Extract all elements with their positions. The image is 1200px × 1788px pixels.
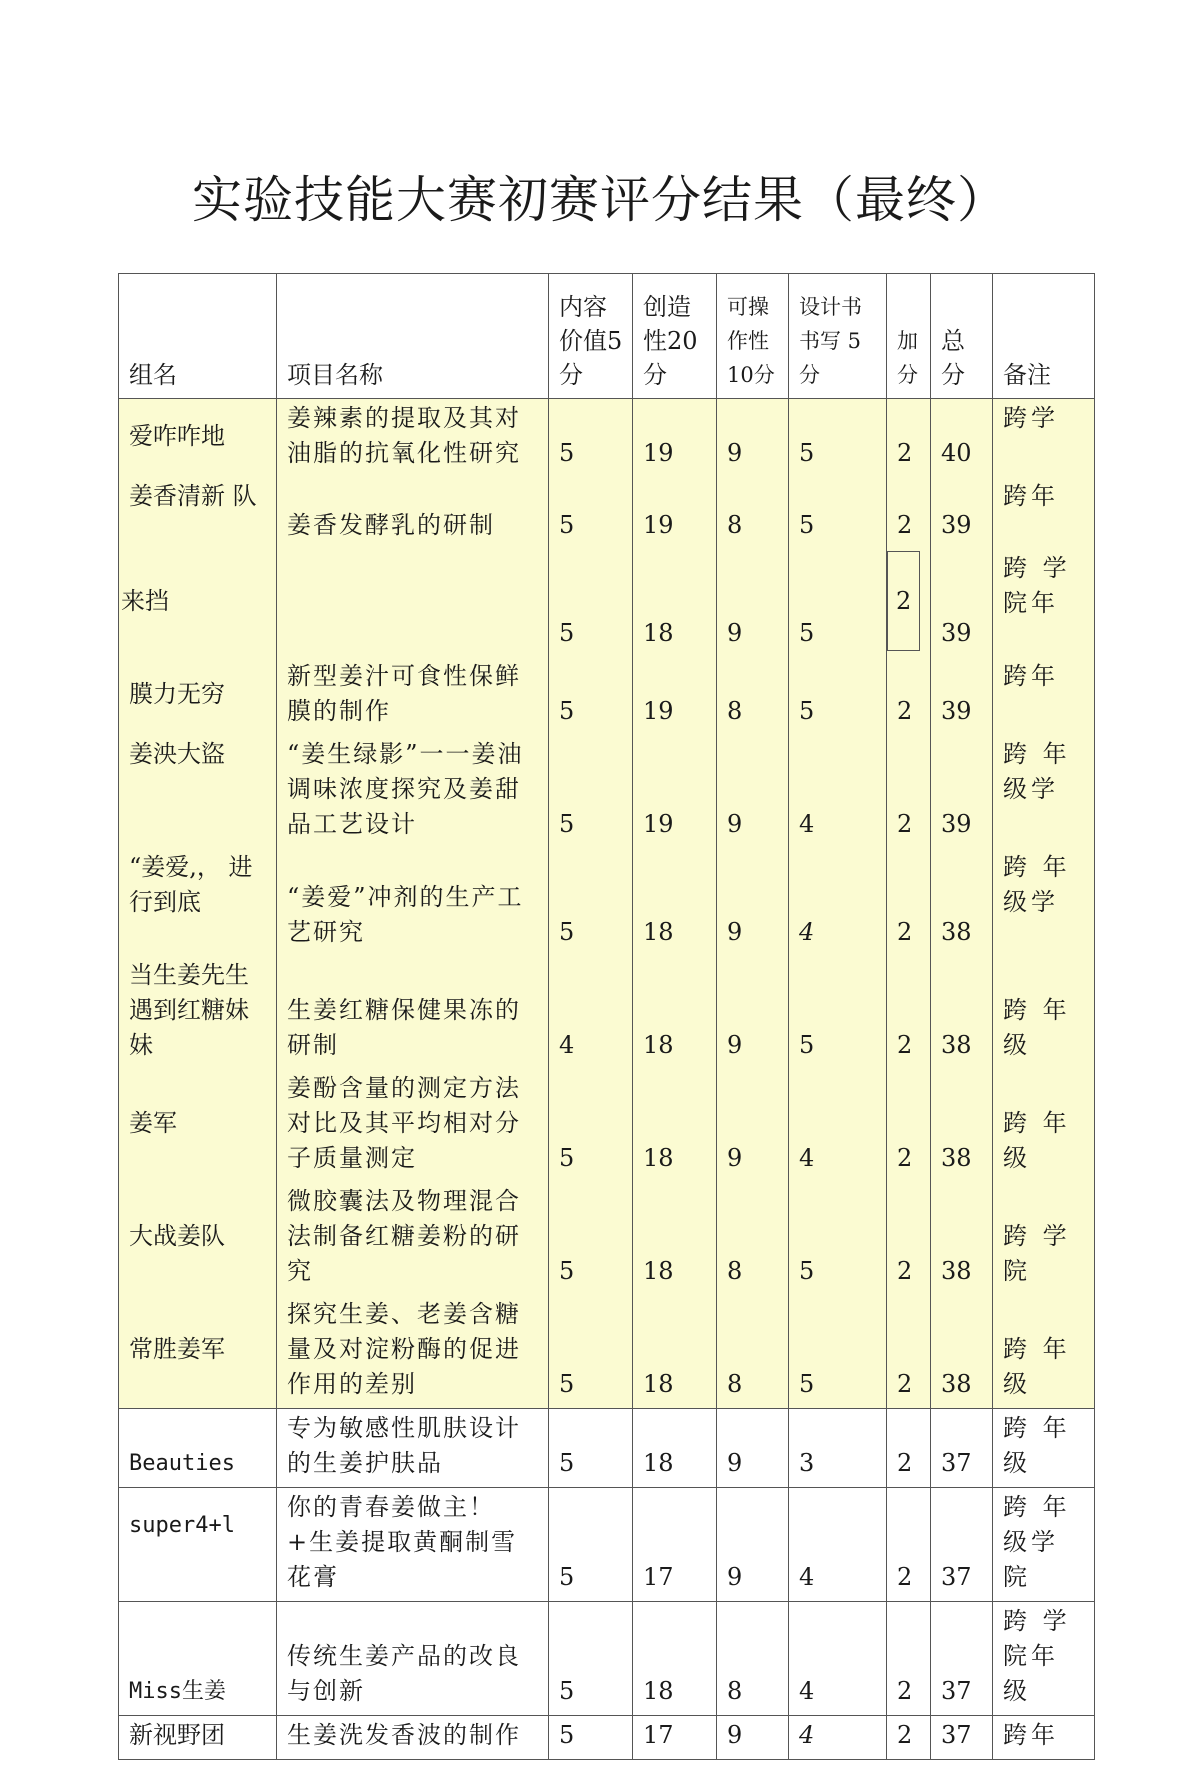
score-total: 37	[931, 1409, 993, 1488]
header-operability: 可操作性10分	[717, 274, 789, 399]
score-bonus: 2	[887, 1182, 931, 1295]
score-content: 5	[549, 1295, 633, 1409]
table-row	[119, 1409, 1095, 1488]
score-creativity: 19	[633, 477, 717, 549]
project-name: 新型姜汁可食性保鲜膜的制作	[277, 657, 549, 735]
score-bonus: 2	[887, 1069, 931, 1182]
header-bonus: 加分	[887, 274, 931, 399]
score-operability: 9	[717, 1409, 789, 1488]
score-operability: 8	[717, 477, 789, 549]
team-name: 膜力无穷	[119, 657, 277, 735]
score-design: 5	[789, 956, 887, 1069]
score-total: 37	[931, 1488, 993, 1602]
score-design: 5	[789, 1182, 887, 1295]
score-bonus: 2	[887, 735, 931, 848]
team-name: 来挡	[119, 549, 277, 657]
score-content: 5	[549, 848, 633, 956]
score-content: 5	[549, 1716, 633, 1760]
score-total: 37	[931, 1716, 993, 1760]
table-row	[119, 848, 1095, 956]
note: 跨 年 级	[993, 1295, 1095, 1409]
score-creativity: 18	[633, 1602, 717, 1716]
score-bonus: 2	[887, 848, 931, 956]
score-bonus: 2	[887, 956, 931, 1069]
note: 跨 学 院年 级	[993, 1602, 1095, 1716]
project-name: 姜香发酵乳的研制	[277, 477, 549, 549]
score-design: 4	[789, 1069, 887, 1182]
note: 跨年	[993, 1716, 1095, 1760]
score-content: 5	[549, 549, 633, 657]
project-name: “姜爱”冲剂的生产工艺研究	[277, 848, 549, 956]
project-name: 微胶囊法及物理混合法制备红糖姜粉的研究	[277, 1182, 549, 1295]
table-row	[119, 1182, 1095, 1295]
score-creativity: 18	[633, 956, 717, 1069]
team-name: Beauties	[119, 1409, 277, 1488]
score-bonus: 2	[887, 1602, 931, 1716]
table-row	[119, 1716, 1095, 1760]
project-name: 姜酚含量的测定方法对比及其平均相对分子质量测定	[277, 1069, 549, 1182]
header-creativity: 创造性20分	[633, 274, 717, 399]
table-row	[119, 1295, 1095, 1409]
score-total: 38	[931, 1182, 993, 1295]
score-bonus: 2	[887, 1295, 931, 1409]
team-name: “姜爱,， 进行到底	[119, 848, 277, 956]
table-row	[119, 1488, 1095, 1602]
score-bonus: 2	[887, 1409, 931, 1488]
score-creativity: 19	[633, 399, 717, 478]
table-row	[119, 549, 1095, 657]
score-design: 4	[789, 848, 887, 956]
score-bonus	[887, 549, 931, 657]
score-design: 5	[789, 549, 887, 657]
project-name: 生姜红糖保健果冻的研制	[277, 956, 549, 1069]
score-total: 39	[931, 549, 993, 657]
note: 跨学	[993, 399, 1095, 478]
score-creativity: 18	[633, 1069, 717, 1182]
note: 跨 学 院年	[993, 549, 1095, 657]
score-content: 5	[549, 1488, 633, 1602]
note: 跨 年 级学	[993, 735, 1095, 848]
note: 跨年	[993, 657, 1095, 735]
project-name	[277, 549, 549, 657]
note: 跨年	[993, 477, 1095, 549]
header-total: 总分	[931, 274, 993, 399]
score-total: 40	[931, 399, 993, 478]
score-operability: 9	[717, 1716, 789, 1760]
note: 跨 年 级	[993, 1069, 1095, 1182]
score-content: 5	[549, 1069, 633, 1182]
score-bonus: 2	[887, 399, 931, 478]
project-name: 传统生姜产品的改良与创新	[277, 1602, 549, 1716]
score-creativity: 18	[633, 549, 717, 657]
score-bonus: 2	[887, 1488, 931, 1602]
team-name: 大战姜队	[119, 1182, 277, 1295]
score-total: 39	[931, 477, 993, 549]
score-bonus: 2	[887, 477, 931, 549]
score-content: 5	[549, 1409, 633, 1488]
score-design: 4	[789, 1716, 887, 1760]
table-row	[119, 735, 1095, 848]
note: 跨 年 级	[993, 1409, 1095, 1488]
score-bonus: 2	[887, 1716, 931, 1760]
score-content: 4	[549, 956, 633, 1069]
note: 跨 年 级学 院	[993, 1488, 1095, 1602]
score-bonus: 2	[887, 657, 931, 735]
score-operability: 9	[717, 549, 789, 657]
score-creativity: 19	[633, 657, 717, 735]
header-team: 组名	[119, 274, 277, 399]
score-operability: 8	[717, 657, 789, 735]
score-content: 5	[549, 1182, 633, 1295]
header-project: 项目名称	[277, 274, 549, 399]
score-creativity: 17	[633, 1488, 717, 1602]
table-row	[119, 1069, 1095, 1182]
score-design: 4	[789, 1602, 887, 1716]
project-name: 探究生姜、老姜含糖量及对淀粉酶的促进作用的差别	[277, 1295, 549, 1409]
score-operability: 9	[717, 399, 789, 478]
note: 跨 年 级学	[993, 848, 1095, 956]
score-design: 5	[789, 477, 887, 549]
score-design: 5	[789, 657, 887, 735]
table-row	[119, 1602, 1095, 1716]
score-content: 5	[549, 477, 633, 549]
score-total: 38	[931, 956, 993, 1069]
table-row	[119, 956, 1095, 1069]
team-name: 姜军	[119, 1069, 277, 1182]
score-total: 38	[931, 1295, 993, 1409]
score-design: 3	[789, 1409, 887, 1488]
team-name: 姜泱大盜	[119, 735, 277, 848]
score-creativity: 18	[633, 1409, 717, 1488]
score-design: 5	[789, 1295, 887, 1409]
project-name: 专为敏感性肌肤设计的生姜护肤品	[277, 1409, 549, 1488]
team-name: Miss生姜	[119, 1602, 277, 1716]
score-content: 5	[549, 735, 633, 848]
score-operability: 9	[717, 1488, 789, 1602]
team-name: 当生姜先生遇到红糖妹妹	[119, 956, 277, 1069]
bonus-box: 2	[887, 551, 920, 651]
score-operability: 8	[717, 1182, 789, 1295]
note: 跨 学 院	[993, 1182, 1095, 1295]
team-name: super4+l	[119, 1488, 277, 1602]
score-table	[118, 273, 1095, 1760]
team-name: 姜香清新 队	[119, 477, 277, 549]
score-operability: 9	[717, 848, 789, 956]
team-name: 爱咋咋地	[119, 399, 277, 478]
score-creativity: 18	[633, 1182, 717, 1295]
score-creativity: 18	[633, 848, 717, 956]
score-operability: 9	[717, 735, 789, 848]
header-design: 设计书书写 5分	[789, 274, 887, 399]
team-name: 常胜姜军	[119, 1295, 277, 1409]
score-operability: 9	[717, 956, 789, 1069]
score-total: 37	[931, 1602, 993, 1716]
score-operability: 9	[717, 1069, 789, 1182]
score-design: 5	[789, 399, 887, 478]
project-name: 你的青春姜做主！+生姜提取黄酮制雪花膏	[277, 1488, 549, 1602]
score-total: 39	[931, 735, 993, 848]
score-content: 5	[549, 399, 633, 478]
page-title: 实验技能大赛初赛评分结果（最终）	[192, 171, 1008, 229]
header-note: 备注	[993, 274, 1095, 399]
score-design: 4	[789, 735, 887, 848]
score-operability: 8	[717, 1602, 789, 1716]
project-name: 生姜洗发香波的制作	[277, 1716, 549, 1760]
score-creativity: 19	[633, 735, 717, 848]
table-row	[119, 399, 1095, 478]
project-name: 姜辣素的提取及其对油脂的抗氧化性研究	[277, 399, 549, 478]
header-row	[119, 274, 1095, 399]
score-design: 4	[789, 1488, 887, 1602]
header-content: 内容价值5分	[549, 274, 633, 399]
score-content: 5	[549, 657, 633, 735]
score-content: 5	[549, 1602, 633, 1716]
score-creativity: 17	[633, 1716, 717, 1760]
score-total: 38	[931, 848, 993, 956]
score-operability: 8	[717, 1295, 789, 1409]
note: 跨 年 级	[993, 956, 1095, 1069]
score-creativity: 18	[633, 1295, 717, 1409]
score-total: 39	[931, 657, 993, 735]
table-row	[119, 657, 1095, 735]
score-total: 38	[931, 1069, 993, 1182]
table-row	[119, 477, 1095, 549]
project-name: “姜生绿影”一一姜油调味浓度探究及姜甜品工艺设计	[277, 735, 549, 848]
team-name: 新视野团	[119, 1716, 277, 1760]
